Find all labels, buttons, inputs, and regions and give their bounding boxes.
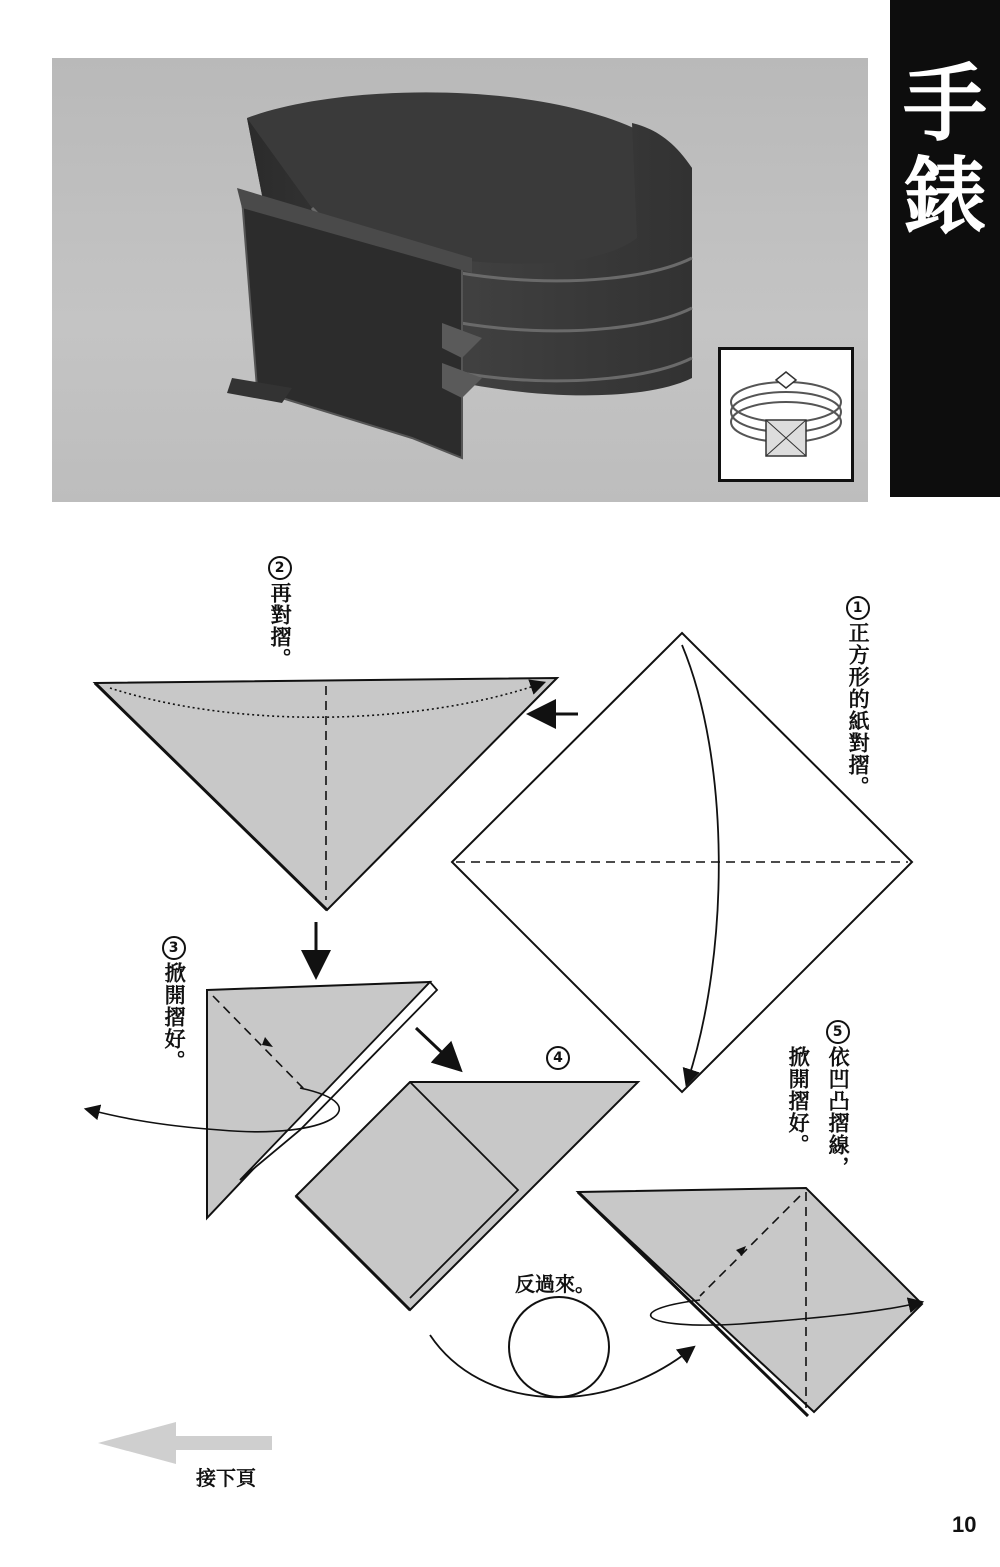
page-number: 10 <box>952 1512 977 1537</box>
title-char-1: 手 <box>902 55 987 153</box>
arrow-step3-to-4 <box>416 1028 454 1064</box>
step5-label-line2: 掀開摺好。 <box>786 1046 811 1156</box>
flip-over-label: 反過來。 <box>515 1272 595 1296</box>
step5-label-line1: 5依凹凸摺線， <box>826 1020 850 1178</box>
step2-label: 2再對摺。 <box>268 556 292 670</box>
step5-diagram <box>578 1188 922 1416</box>
step1-label: 1正方形的紙對摺。 <box>846 596 870 798</box>
step4-label: 4 <box>546 1046 570 1072</box>
step3-label: 3掀開摺好。 <box>162 936 186 1072</box>
flip-over-symbol <box>430 1297 690 1397</box>
next-page-link[interactable]: 接下頁 <box>196 1466 256 1490</box>
next-page-arrow-icon <box>98 1422 272 1464</box>
title-char-2: 錶 <box>902 148 987 246</box>
